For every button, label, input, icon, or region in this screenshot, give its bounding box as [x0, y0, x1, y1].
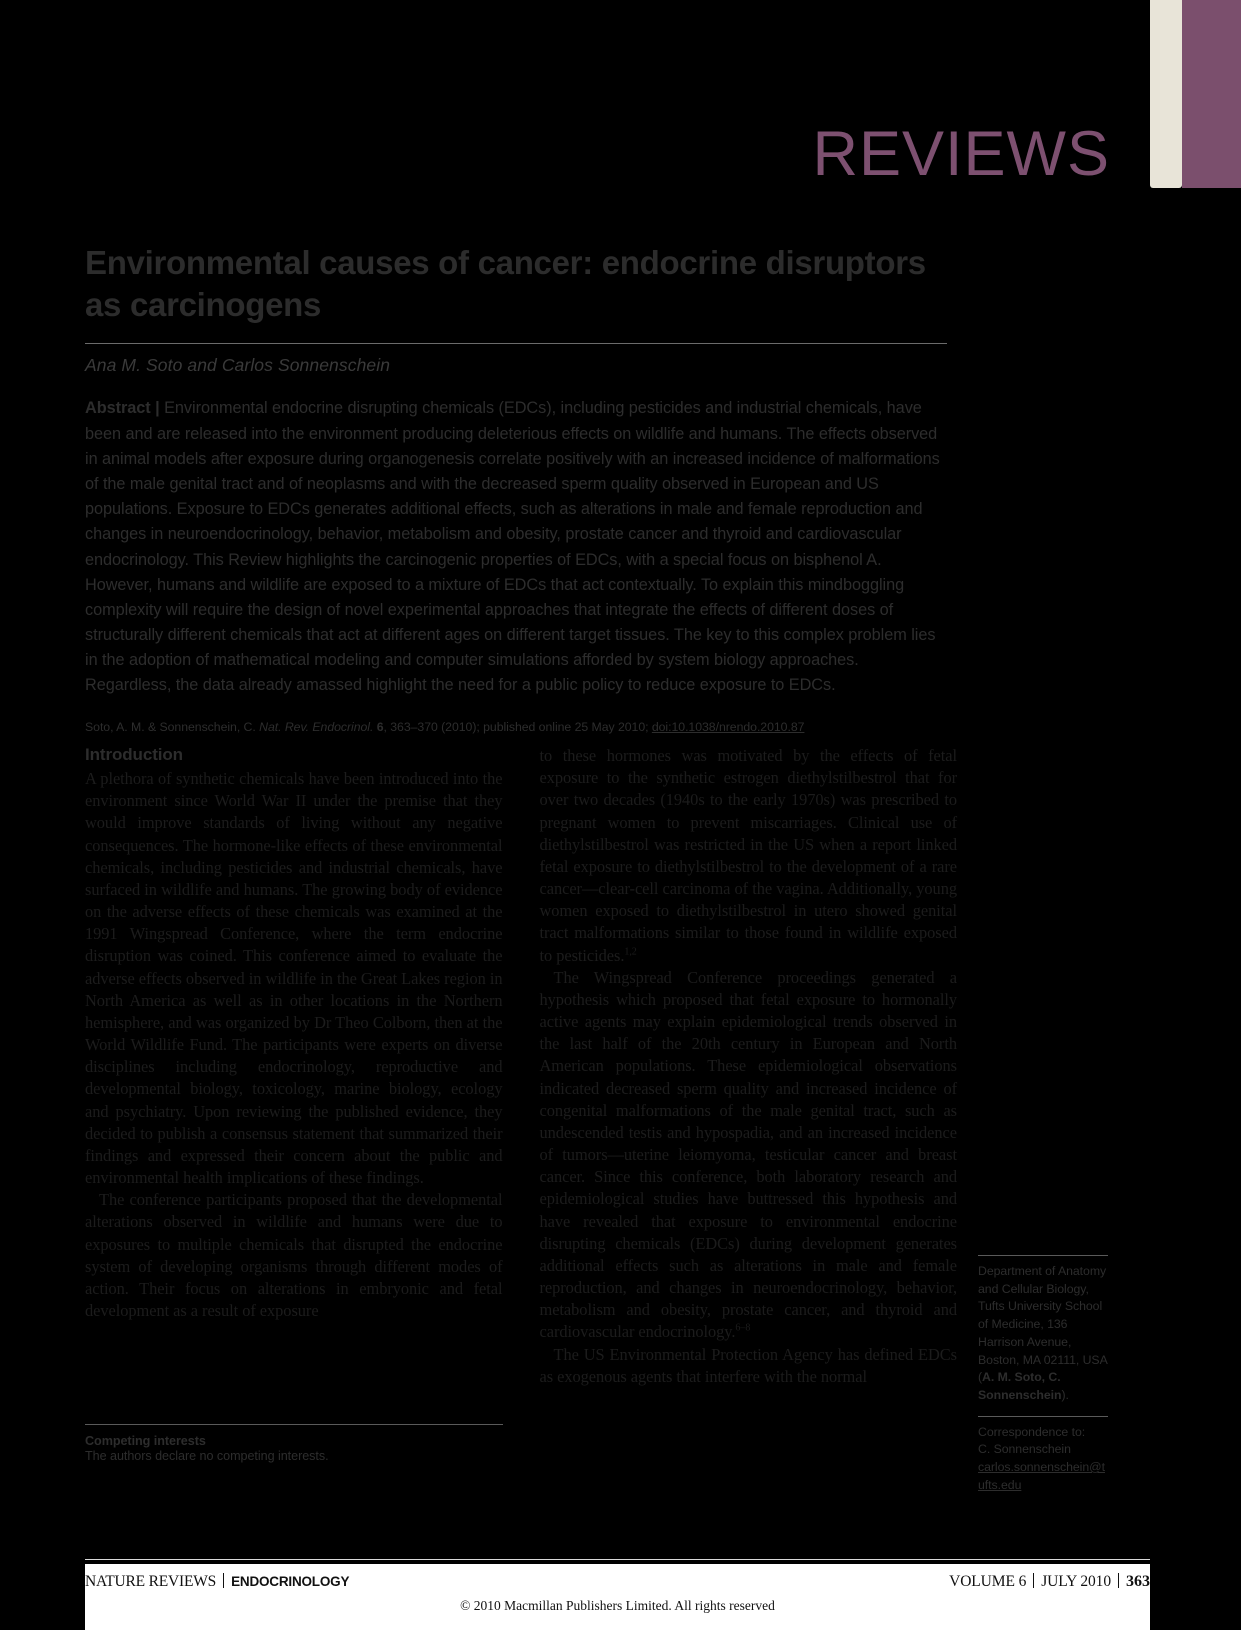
footnote-divider	[85, 1424, 503, 1425]
footer-volume-group	[949, 1571, 1150, 1591]
competing-interests-text: The authors declare no competing interests.	[85, 1449, 329, 1463]
masthead-reviews: REVIEWS	[812, 119, 1110, 189]
citation-pages: , 363–370 (2010); published online 25 May 2010;	[383, 719, 652, 734]
paragraph	[540, 967, 958, 1344]
footer-volume: VOLUME 6	[949, 1573, 1027, 1590]
correspondence-label: Correspondence to:	[978, 1424, 1086, 1439]
citation-journal: Nat. Rev. Endocrinol.	[259, 719, 374, 734]
article-header	[85, 238, 1150, 734]
article-title: Environmental causes of cancer: endocrine disruptors as carcinogens	[85, 244, 926, 324]
footer-row	[85, 1564, 1150, 1594]
competing-interests-block	[85, 1424, 503, 1463]
correspondence-email-link[interactable]: carlos.sonnenschein@tufts.edu	[978, 1460, 1105, 1492]
footer-separator	[1118, 1573, 1119, 1588]
author-sidebar	[978, 1255, 1110, 1505]
footer-journal-group	[85, 1571, 349, 1591]
article-authors: Ana M. Soto and Carlos Sonnenschein	[85, 355, 391, 376]
right-column	[540, 745, 958, 1388]
body-columns	[85, 745, 957, 1388]
paragraph: A plethora of synthetic chemicals have been introduced into the environment since World War II under the premise that they would improve standards of living without any negative consequences. The hormone-like effects of these environmental chemicals, including pesticides and industrial chemicals, have surfaced in wildlife and humans. The growing body of evidence on the adverse effects of these chemicals was examined at the 1991 Wingspread Conference, where the term endocrine disruption was coined. This conference aimed to evaluate the adverse effects observed in wildlife in the Great Lakes region in North America as well as in other locations in the Northern hemisphere, and was organized by Dr Theo Colborn, then at the World Wildlife Fund. The participants were experts on diverse disciplines including endocrinology, reproductive and developmental biology, toxicology, marine biology, ecology and psychiatry. Upon reviewing the published evidence, they decided to publish a consensus statement that summarized their findings and expressed their concern about the public and environmental health implications of these findings.	[85, 769, 503, 1188]
page-edge-tab	[1150, 0, 1241, 188]
edge-tab-cream-strip	[1150, 0, 1182, 188]
footer-journal-name: NATURE REVIEWS	[85, 1573, 217, 1590]
left-column	[85, 745, 503, 1388]
section-heading-introduction: Introduction	[85, 745, 183, 764]
title-divider	[85, 343, 947, 344]
footer-page-number: 363	[1126, 1573, 1150, 1590]
sidebar-divider-bottom	[978, 1416, 1108, 1417]
footer-issue-date: JULY 2010	[1041, 1573, 1111, 1590]
footer-subject-name: ENDOCRINOLOGY	[231, 1574, 350, 1589]
edge-tab-color-block	[1182, 0, 1241, 188]
footer-separator	[1033, 1573, 1034, 1588]
paragraph: The US Environmental Protection Agency has defined EDCs as exogenous agents that interfere with the normal	[539, 1344, 957, 1386]
page-footer	[85, 1564, 1150, 1630]
paragraph: The conference participants proposed that the developmental alterations observed in wildlife and humans were due to exposures to multiple chemicals that disrupted the endocrine system of developing organisms through different modes of action. Their focus on alterations in embryonic and fetal development as a result of exposure	[85, 1190, 503, 1321]
citation-volume: 6	[373, 719, 384, 734]
competing-interests-title: Competing interests	[85, 1434, 206, 1448]
citation-doi-link[interactable]: doi:10.1038/nrendo.2010.87	[651, 719, 805, 734]
reference-marker[interactable]: 1,2	[624, 946, 637, 958]
footer-top-rule	[85, 1559, 1150, 1560]
correspondence-name: C. Sonnenschein	[978, 1442, 1071, 1457]
abstract-text: Environmental endocrine disrupting chemicals (EDCs), including pesticides and industrial chemicals, have been and are released into the environment producing deleterious effects on wildlife and humans. The effects observed in animal models after exposure during organogenesis correlate positively with an increased incidence of malformations of the male genital tract and of neoplasms and with the decreased sperm quality observed in European and US populations. Exposure to EDCs generates additional effects, such as alterations in male and female reproduction and changes in neuroendocrinology, behavior, metabolism and obesity, prostate cancer and thyroid and cardiovascular endocrinology. This Review highlights the carcinogenic properties of EDCs, with a special focus on bisphenol A. However, humans and wildlife are exposed to a mixture of EDCs that act contextually. To explain this mindboggling complexity will require the design of novel experimental approaches that integrate the effects of different doses of structurally different chemicals that act at different ages on different target tissues. The key to this complex problem lies in the adoption of mathematical modeling and computer simulations afforded by system biology approaches. Regardless, the data already amassed highlight the need for a public policy to reduce exposure to EDCs.	[85, 399, 940, 695]
affiliation-author-names: A. M. Soto, C. Sonnenschein	[978, 1370, 1062, 1402]
paragraph-text: The Wingspread Conference proceedings generated a hypothesis which proposed that fetal exposure to hormonally active agents may explain epidemiological trends observed in the last half of the 20th century in European and North American populations. These epidemiological observations indicated decreased sperm quality and increased incidence of congenital malformations of the male genital tract, such as undescended testis and hypospadia, and an increased incidence of tumors—uterine leiomyoma, testicular cancer and breast cancer. Since this conference, both laboratory research and epidemiological studies have buttressed this hypothesis and have revealed that exposure to environmental endocrine disrupting chemicals (EDCs) during development generates additional effects such as alterations in male and female reproduction, and changes in neuroendocrinology, behavior, metabolism and obesity, prostate cancer, and thyroid and cardiovascular endocrinology.	[539, 967, 957, 1342]
citation-authors: Soto, A. M. & Sonnenschein, C.	[85, 719, 260, 734]
abstract-label: Abstract |	[85, 399, 165, 418]
correspondence-block	[978, 1424, 1110, 1495]
affiliation-block	[978, 1263, 1110, 1405]
paragraph	[540, 745, 958, 967]
reference-marker[interactable]: 6–8	[735, 1323, 751, 1334]
sidebar-divider-top	[978, 1255, 1108, 1256]
article-citation	[85, 720, 965, 734]
footer-copyright: © 2010 Macmillan Publishers Limited. All rights reserved	[460, 1598, 775, 1613]
article-abstract	[85, 396, 947, 698]
affiliation-tail: ).	[1061, 1387, 1069, 1402]
affiliation-text: Department of Anatomy and Cellular Biology, Tufts University School of Medicine, 136 Harrison Avenue, Boston, MA 02111, USA (	[978, 1264, 1108, 1385]
paragraph-text: to these hormones was motivated by the effects of fetal exposure to the synthetic estrogen diethylstilbestrol that for over two decades (1940s to the early 1970s) was prescribed to pregnant women to prevent miscarriages. Clinical use of diethylstilbestrol was restricted in the US when a report linked fetal exposure to diethylstilbestrol to the development of a rare cancer—clear-cell carcinoma of the vagina. Additionally, young women exposed to diethylstilbestrol in utero showed genital tract malformations similar to those found in wildlife exposed to pesticides.	[539, 746, 957, 965]
footer-separator	[223, 1573, 224, 1588]
